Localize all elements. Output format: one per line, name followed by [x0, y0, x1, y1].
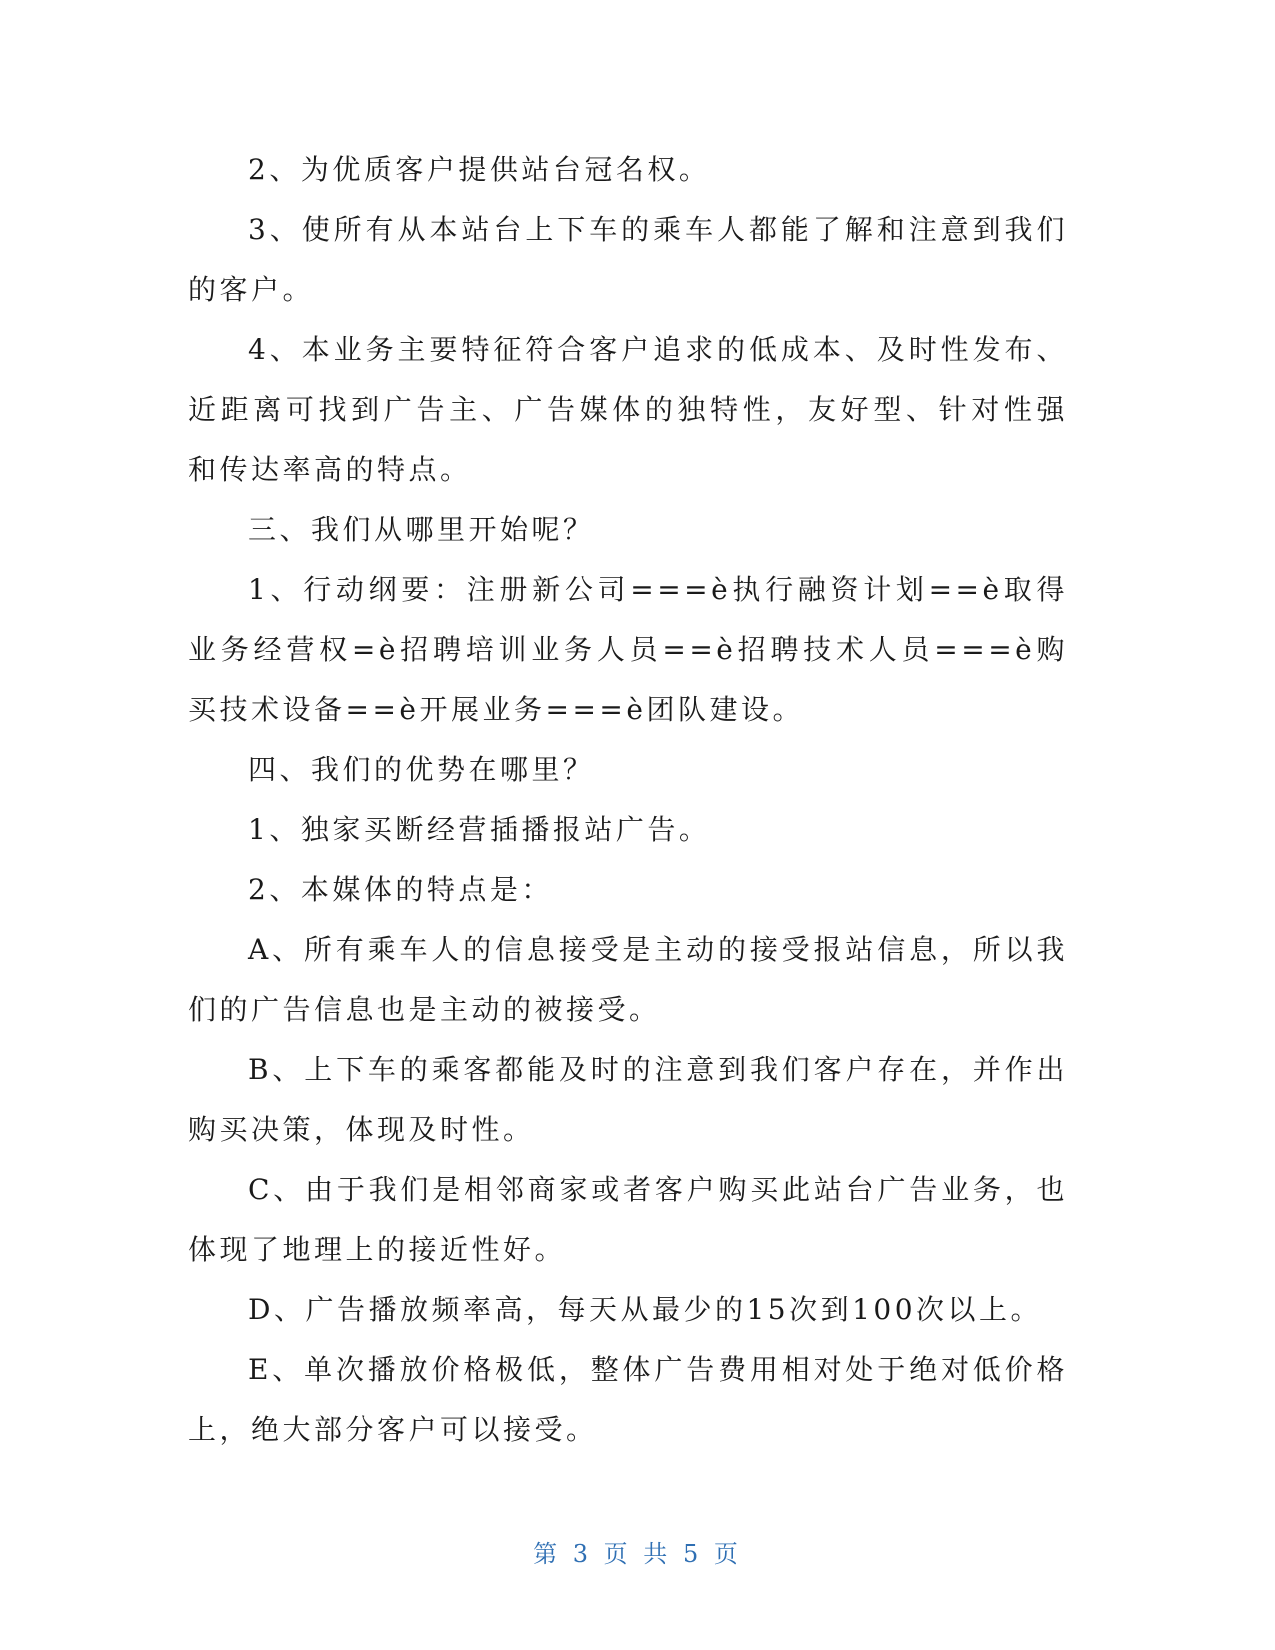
paragraph-action-outline: 1、行动纲要：注册新公司===è执行融资计划==è取得业务经营权=è招聘培训业务人员==è招聘技术人员===è购买技术设备==è开展业务===è团队建设。: [188, 573, 1068, 726]
document-body: [188, 140, 1068, 1460]
paragraph-feature-d: D、广告播放频率高，每天从最少的15次到100次以上。: [248, 1293, 1043, 1326]
page-number-footer: 第 3 页 共 5 页: [533, 1540, 742, 1568]
paragraph-exclusive-broadcast: 1、独家买断经营插播报站广告。: [248, 813, 711, 846]
paragraph-item-2-naming-rights: 2、为优质客户提供站台冠名权。: [248, 153, 711, 186]
section-heading-our-advantages: 四、我们的优势在哪里？: [248, 753, 595, 786]
paragraph-item-4-business-features: 4、本业务主要特征符合客户追求的低成本、及时性发布、近距离可找到广告主、广告媒体的独特性，友好型、针对性强和传达率高的特点。: [188, 333, 1068, 486]
paragraph-media-features: 2、本媒体的特点是：: [248, 873, 553, 906]
section-heading-where-to-start: 三、我们从哪里开始呢？: [248, 513, 595, 546]
paragraph-feature-e: E、单次播放价格极低，整体广告费用相对处于绝对低价格上，绝大部分客户可以接受。: [188, 1353, 1068, 1446]
paragraph-feature-a: A、所有乘车人的信息接受是主动的接受报站信息，所以我们的广告信息也是主动的被接受。: [188, 933, 1068, 1026]
paragraph-feature-b: B、上下车的乘客都能及时的注意到我们客户存在，并作出购买决策，体现及时性。: [188, 1053, 1068, 1146]
paragraph-item-3-passenger-awareness: 3、使所有从本站台上下车的乘车人都能了解和注意到我们的客户。: [188, 213, 1068, 306]
paragraph-feature-c: C、由于我们是相邻商家或者客户购买此站台广告业务，也体现了地理上的接近性好。: [188, 1173, 1068, 1266]
